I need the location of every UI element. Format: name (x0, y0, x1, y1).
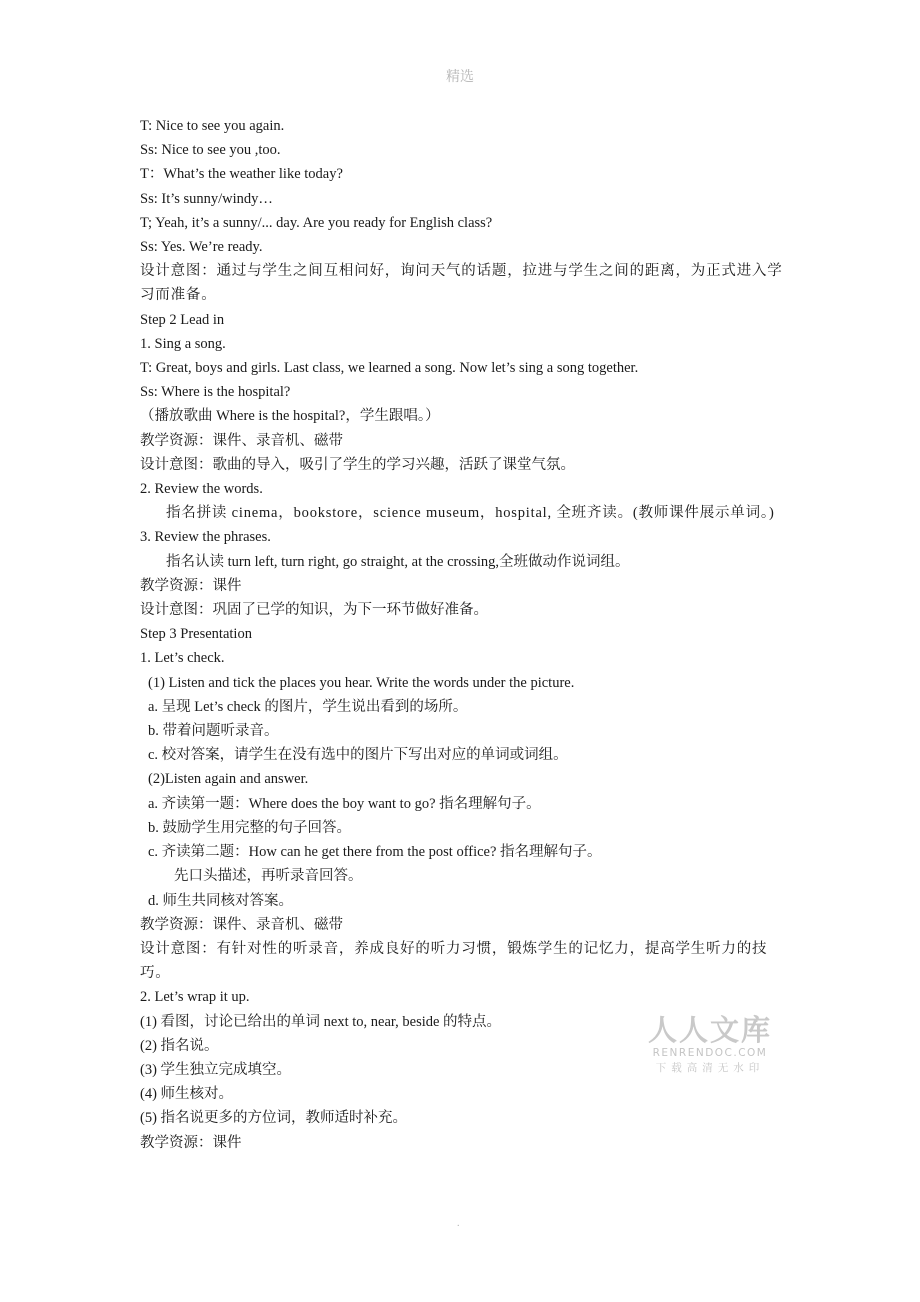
sub-step-heading: 3. Review the phrases. (140, 529, 271, 546)
resources-line: 教学资源：课件 (140, 1134, 242, 1151)
activity-line: (2)Listen again and answer. (148, 771, 309, 788)
activity-item: b. 鼓励学生用完整的句子回答。 (148, 819, 351, 836)
sub-step-heading: 2. Review the words. (140, 481, 263, 498)
activity-line: (1) Listen and tick the places you hear. Write the words under the picture. (148, 674, 575, 691)
step-heading: Step 2 Lead in (140, 311, 225, 328)
watermark-title: 人人文库 (647, 1013, 772, 1047)
dialogue-line: T; Yeah, it’s a sunny/... day. Are you ready for English class? (140, 214, 493, 231)
instruction-paragraph: 指名拼读 cinema，bookstore，science museum，hospital, 全班齐读。(教师课件展示单词。) (166, 505, 775, 522)
design-intent-paragraph: 设计意图：有针对性的听录音，养成良好的听力习惯，锻炼学生的记忆力，提高学生听力的技巧。 (140, 940, 768, 982)
watermark-url: RENRENDOC.COM (652, 1047, 768, 1059)
activity-item: b. 带着问题听录音。 (148, 723, 279, 740)
numbered-item: (3) 学生独立完成填空。 (140, 1061, 292, 1078)
design-intent-paragraph: 设计意图：歌曲的导入，吸引了学生的学习兴趣，活跃了课堂气氛。 (140, 456, 575, 473)
activity-item: c. 齐读第二题：How can he get there from the post office? 指名理解句子。 (148, 844, 602, 861)
footer-mark: . (457, 1218, 460, 1229)
step-heading: Step 3 Presentation (140, 626, 252, 643)
numbered-item: (2) 指名说。 (140, 1037, 219, 1054)
watermark-logo (646, 1014, 774, 1076)
design-intent-paragraph: 设计意图：巩固了已学的知识，为下一环节做好准备。 (140, 602, 488, 619)
activity-item: d. 师生共同核对答案。 (148, 892, 293, 909)
note-line: （播放歌曲 Where is the hospital?，学生跟唱。） (140, 408, 440, 425)
numbered-item: (4) 师生核对。 (140, 1086, 234, 1103)
sub-step-heading: 1. Let’s check. (140, 650, 225, 667)
activity-item: a. 齐读第一题：Where does the boy want to go? 指名理解句子。 (148, 795, 541, 812)
resources-line: 教学资源：课件、录音机、磁带 (140, 432, 343, 449)
document-body (140, 114, 790, 1155)
numbered-item: (5) 指名说更多的方位词，教师适时补充。 (140, 1110, 408, 1127)
design-intent-paragraph: 设计意图：通过与学生之间互相问好，询问天气的话题，拉进与学生之间的距离，为正式进入学习而准备。 (140, 263, 783, 304)
dialogue-line: Ss: Where is the hospital? (140, 384, 291, 401)
instruction-paragraph: 指名认读 turn left, turn right, go straight, at the crossing,全班做动作说词组。 (166, 553, 630, 570)
resources-line: 教学资源：课件 (140, 577, 242, 594)
watermark-tagline: 下载高清无水印 (655, 1062, 765, 1074)
activity-item: a. 呈现 Let’s check 的图片，学生说出看到的场所。 (148, 698, 468, 715)
activity-item-continuation: 先口头描述，再听录音回答。 (174, 868, 363, 885)
activity-item: c. 校对答案，请学生在没有选中的图片下写出对应的单词或词组。 (148, 747, 568, 764)
dialogue-line: Ss: Nice to see you ,too. (140, 142, 281, 159)
numbered-item: (1) 看图，讨论已给出的单词 next to, near, beside 的特点。 (140, 1013, 502, 1030)
dialogue-line: Ss: It’s sunny/windy… (140, 190, 273, 207)
dialogue-line: T: Nice to see you again. (140, 118, 285, 134)
resources-line: 教学资源：课件、录音机、磁带 (140, 916, 343, 933)
dialogue-line: T：What’s the weather like today? (140, 166, 343, 183)
page-header-label: 精选 (446, 69, 474, 85)
sub-step-heading: 1. Sing a song. (140, 335, 226, 352)
sub-step-heading: 2. Let’s wrap it up. (140, 989, 250, 1006)
dialogue-line: Ss: Yes. We’re ready. (140, 239, 263, 256)
dialogue-line: T: Great, boys and girls. Last class, we learned a song. Now let’s sing a song together. (140, 360, 639, 377)
